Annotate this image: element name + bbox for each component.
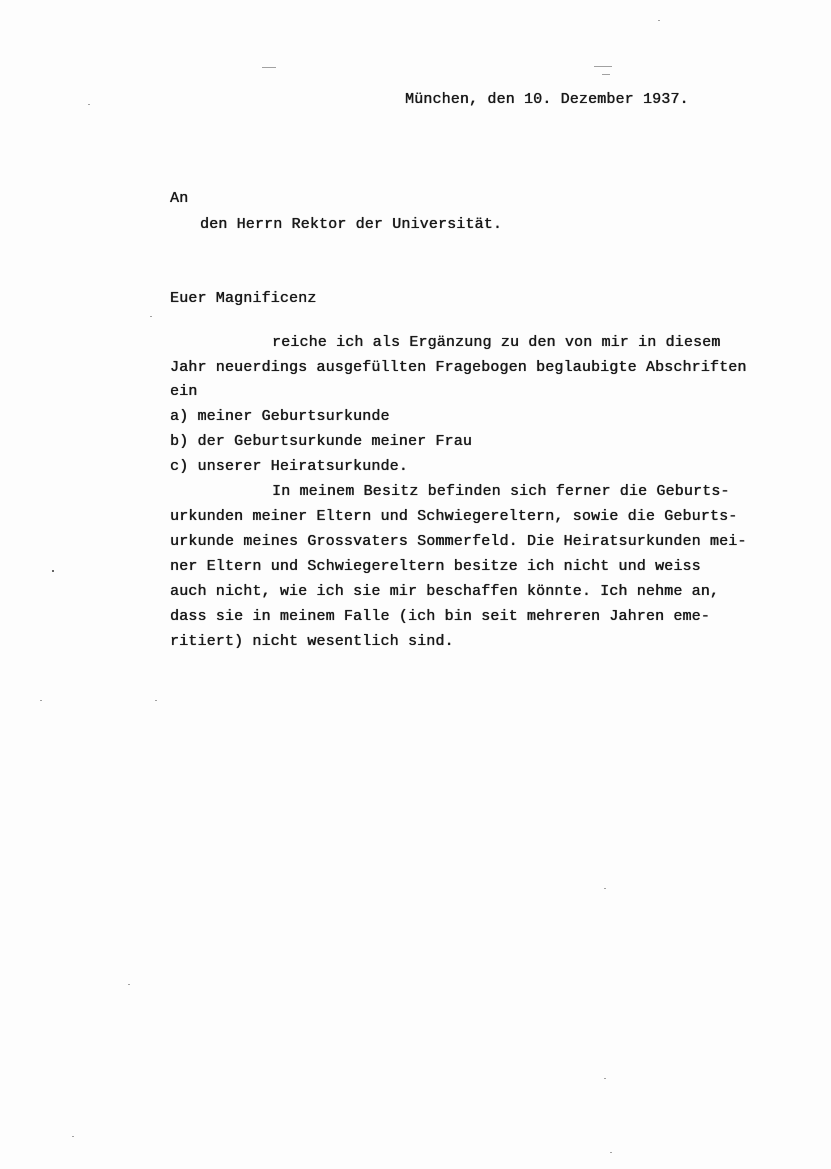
scan-speck (610, 1152, 612, 1153)
scan-speck (150, 316, 152, 317)
scan-speck (40, 700, 42, 701)
scan-speck (604, 888, 606, 889)
scan-speck (604, 1078, 606, 1079)
scan-speck (262, 67, 276, 68)
body-line: In meinem Besitz befinden sich ferner die Geburts- (272, 483, 730, 500)
recipient-line-2: den Herrn Rektor der Universität. (200, 216, 502, 233)
scan-speck (658, 20, 660, 21)
body-line: ritiert) nicht wesentlich sind. (170, 633, 454, 650)
recipient-line-1: An (170, 190, 189, 207)
scan-speck (155, 700, 157, 701)
body-line: reiche ich als Ergänzung zu den von mir in diesem (272, 334, 721, 351)
body-line: ein (170, 383, 198, 400)
list-item: a) meiner Geburtsurkunde (170, 408, 390, 425)
scan-speck (52, 570, 54, 572)
scan-speck (128, 984, 130, 985)
body-line: ner Eltern und Schwiegereltern besitze ich nicht und weiss (170, 558, 701, 575)
body-line: urkunde meines Grossvaters Sommerfeld. Die Heiratsurkunden mei- (170, 533, 747, 550)
body-line: dass sie in meinem Falle (ich bin seit mehreren Jahren eme- (170, 608, 710, 625)
scan-speck (594, 66, 612, 67)
date-line: München, den 10. Dezember 1937. (405, 91, 689, 108)
scan-speck (602, 74, 610, 75)
salutation: Euer Magnificenz (170, 290, 317, 307)
body-line: auch nicht, wie ich sie mir beschaffen könnte. Ich nehme an, (170, 583, 720, 600)
list-item: b) der Geburtsurkunde meiner Frau (170, 433, 472, 450)
body-line: Jahr neuerdings ausgefüllten Fragebogen beglaubigte Abschriften (170, 359, 747, 376)
scan-speck (72, 1136, 74, 1137)
scan-speck (88, 104, 90, 105)
body-line: urkunden meiner Eltern und Schwiegereltern, sowie die Geburts- (170, 508, 738, 525)
list-item: c) unserer Heiratsurkunde. (170, 458, 408, 475)
